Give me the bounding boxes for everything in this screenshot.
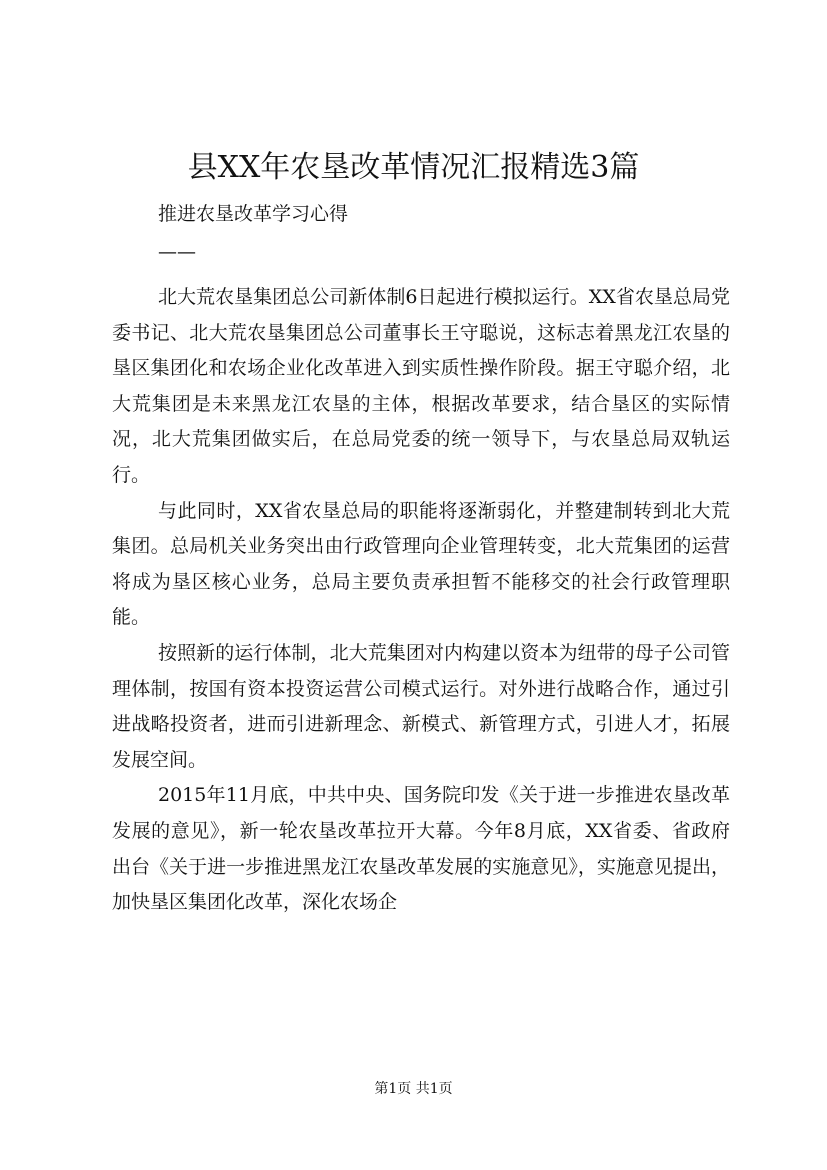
paragraph-2: 与此同时，XX省农垦总局的职能将逐渐弱化，并整建制转到北大荒集团。总局机关业务突出由行政管理向企业管理转变，北大荒集团的运营将成为垦区核心业务，总局主要负责承担暂不能移交的社会行政管理职能。 (112, 499, 730, 629)
document-title: 县XX年农垦改革情况汇报精选3篇 (187, 150, 640, 185)
paragraph-1: 北大荒农垦集团总公司新体制6日起进行模拟运行。XX省农垦总局党委书记、北大荒农垦集团总公司董事长王守聪说，这标志着黑龙江农垦的垦区集团化和农场企业化改革进入到实质性操作阶段。据王守聪介绍，北大荒集团是未来黑龙江农垦的主体，根据改革要求，结合垦区的实际情况，北大荒集团做实后，在总局党委的统一领导下，与农垦总局双轨运行。 (112, 286, 730, 486)
page-number-footer: 第1页 共1页 (374, 1081, 453, 1097)
paragraph-3: 按照新的运行体制，北大荒集团对内构建以资本为纽带的母子公司管理体制，按国有资本投资运营公司模式运行。对外进行战略合作，通过引进战略投资者，进而引进新理念、新模式、新管理方式，引进人才，拓展发展空间。 (112, 641, 730, 771)
subtitle-dash: —— (158, 241, 196, 263)
document-body (112, 280, 730, 921)
document-subtitle: 推进农垦改革学习心得 (158, 203, 349, 225)
paragraph-4: 2015年11月底，中共中央、国务院印发《关于进一步推进农垦改革发展的意见》，新一轮农垦改革拉开大幕。今年8月底，XX省委、省政府出台《关于进一步推进黑龙江农垦改革发展的实施意见》，实施意见提出，加快垦区集团化改革，深化农场企 (112, 784, 730, 914)
